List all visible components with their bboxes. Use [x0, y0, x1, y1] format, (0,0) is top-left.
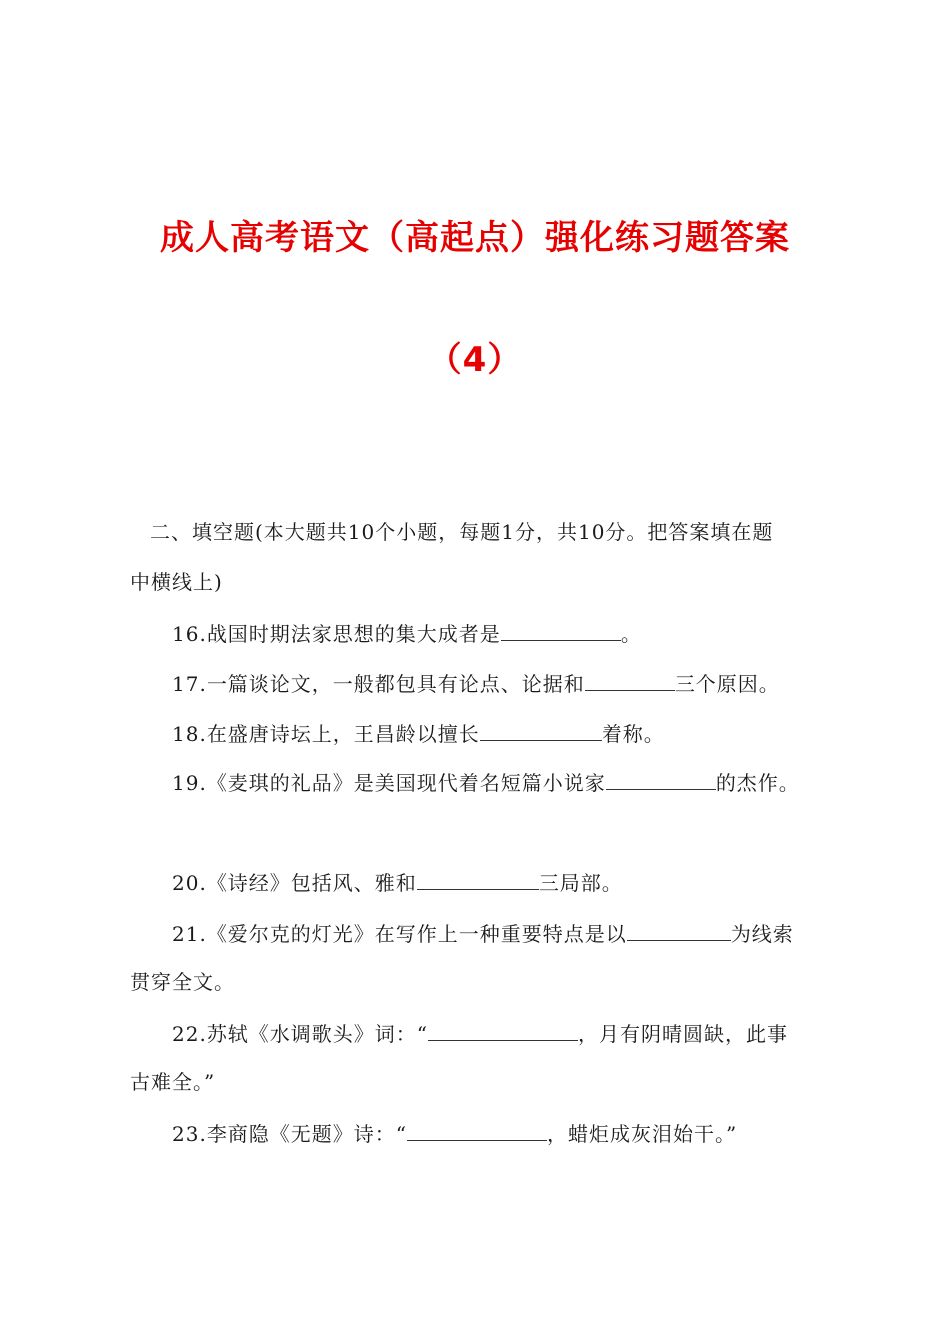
answer-blank[interactable] — [417, 867, 539, 890]
question-text-after: 三个原因。 — [674, 672, 780, 696]
question-text-continuation: 古难全。” — [130, 1070, 216, 1094]
section-heading — [150, 517, 773, 547]
question-text-after: 。 — [620, 622, 642, 646]
question-text: 李商隐《无题》诗：“ — [206, 1122, 408, 1146]
document-title-number: （4） — [427, 340, 523, 380]
question-text: 战国时期法家思想的集大成者是 — [206, 622, 501, 646]
question-number: 16. — [172, 622, 207, 646]
question-text-after: 的杰作。 — [715, 771, 800, 795]
section-heading-text-2: 中横线上) — [130, 570, 223, 594]
question-23 — [172, 1118, 737, 1148]
answer-blank[interactable] — [407, 1118, 547, 1141]
answer-blank[interactable] — [480, 718, 602, 741]
answer-blank[interactable] — [606, 767, 716, 790]
question-20 — [172, 867, 623, 897]
question-21-continuation — [130, 967, 235, 997]
question-text: 在盛唐诗坛上，王昌龄以擅长 — [206, 722, 480, 746]
section-heading-text: 二、填空题(本大题共10个小题，每题1分，共10分。把答案填在题 — [150, 520, 774, 544]
question-number: 20. — [172, 871, 207, 895]
question-16 — [172, 618, 642, 648]
question-text: 苏轼《水调歌头》词：“ — [206, 1022, 429, 1046]
section-heading-continuation — [130, 567, 223, 597]
question-text-after: ，月有阴晴圆缺，此事 — [578, 1022, 789, 1046]
question-number: 19. — [172, 771, 207, 795]
question-text: 《爱尔克的灯光》在写作上一种重要特点是以 — [206, 922, 627, 946]
question-number: 18. — [172, 722, 207, 746]
question-number: 21. — [172, 922, 207, 946]
question-22-continuation — [130, 1067, 215, 1097]
question-text: 一篇谈论文，一般都包具有论点、论据和 — [206, 672, 585, 696]
question-text-after: 着称。 — [601, 722, 665, 746]
question-text-after: 为线索 — [730, 922, 794, 946]
question-text-after: ，蜡炬成灰泪始干。” — [547, 1122, 738, 1146]
question-number: 23. — [172, 1122, 207, 1146]
question-text: 《麦琪的礼品》是美国现代着名短篇小说家 — [206, 771, 606, 795]
question-17 — [172, 668, 780, 698]
question-18 — [172, 718, 665, 748]
answer-blank[interactable] — [501, 618, 621, 641]
question-text-continuation: 贯穿全文。 — [130, 970, 235, 994]
question-21 — [172, 918, 794, 948]
document-title: 成人高考语文（高起点）强化练习题答案 — [160, 218, 790, 258]
question-text-after: 三局部。 — [538, 871, 623, 895]
answer-blank[interactable] — [627, 918, 731, 941]
question-19 — [172, 767, 800, 797]
answer-blank[interactable] — [585, 668, 675, 691]
question-22 — [172, 1018, 788, 1048]
question-number: 22. — [172, 1022, 207, 1046]
question-number: 17. — [172, 672, 207, 696]
question-text: 《诗经》包括风、雅和 — [206, 871, 417, 895]
answer-blank[interactable] — [428, 1018, 578, 1041]
